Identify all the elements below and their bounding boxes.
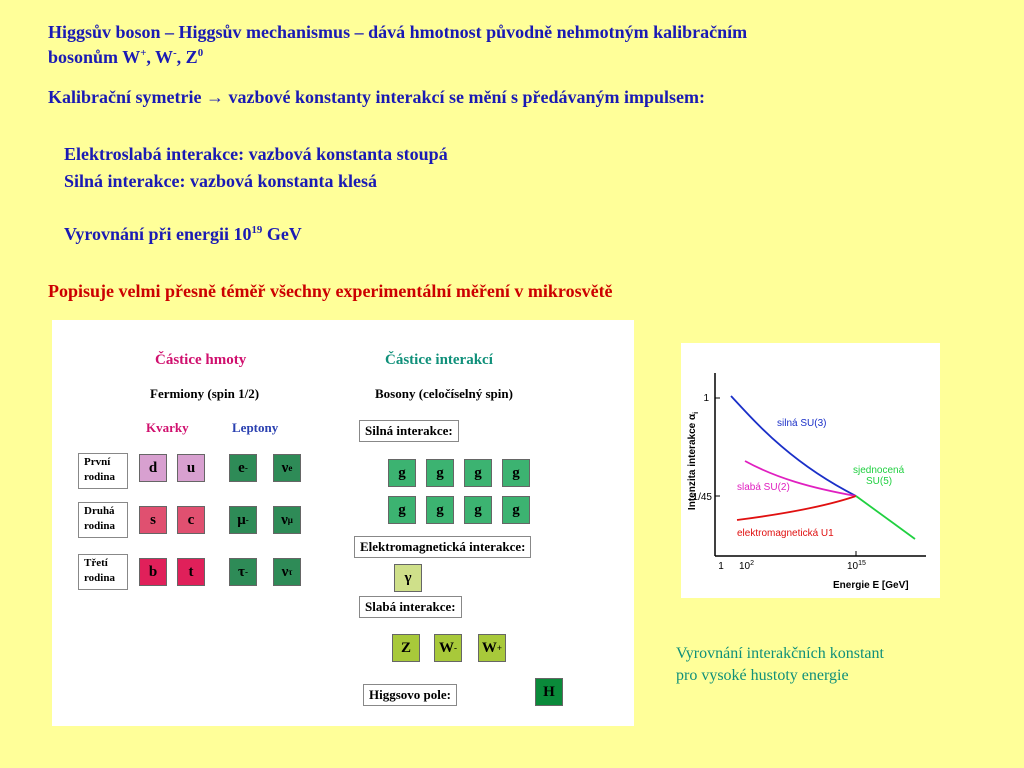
strong-interaction-label: Silná interakce: bbox=[359, 420, 459, 442]
gluon: g bbox=[502, 459, 530, 487]
w-plus-boson: W + bbox=[478, 634, 506, 662]
quark-b: b bbox=[139, 558, 167, 586]
em-interaction-label: Elektromagnetická interakce: bbox=[354, 536, 531, 558]
gluon: g bbox=[464, 496, 492, 524]
quark-c: c bbox=[177, 506, 205, 534]
x-tick-10-2: $10^2$ bbox=[739, 560, 755, 572]
fermions-label: Fermiony (spin 1/2) bbox=[150, 386, 260, 401]
weak-series-label: slabá SU(2) bbox=[737, 482, 790, 493]
gluon: g bbox=[388, 496, 416, 524]
y-tick-1: 1 bbox=[703, 393, 709, 404]
gluon: g bbox=[464, 459, 492, 487]
y-tick-1-45: 1/45 bbox=[692, 492, 712, 503]
w-minus-boson: W - bbox=[434, 634, 462, 662]
strong-text: Silná interakce: vazbová konstanta klesá bbox=[64, 171, 378, 191]
quark-d: d bbox=[139, 454, 167, 482]
unified-curve bbox=[856, 496, 915, 539]
z-boson: Z bbox=[392, 634, 420, 662]
heading-line1: Higgsův boson – Higgsův mechanismus – dává hmotnost původně nehmotným kalibračním bbox=[48, 22, 748, 42]
particle-panel bbox=[52, 320, 634, 726]
graph-caption: Vyrovnání interakčních konstant pro vysoké hustoty energie bbox=[676, 645, 884, 684]
leptons-label: Leptony bbox=[232, 420, 279, 435]
interaction-title: Částice interakcí bbox=[385, 352, 493, 368]
quarks-label: Kvarky bbox=[146, 420, 189, 435]
lepton-muon-neutrino: ν μ bbox=[273, 506, 301, 534]
lepton-electron-neutrino: ν e bbox=[273, 454, 301, 482]
em-series-label: elektromagnetická U1 bbox=[737, 528, 834, 539]
matter-title: Částice hmoty bbox=[155, 352, 247, 368]
quark-t: t bbox=[177, 558, 205, 586]
photon: γ bbox=[394, 564, 422, 592]
gluon: g bbox=[502, 496, 530, 524]
unified-series-label-1: sjednocená bbox=[853, 465, 905, 476]
lepton-tau: τ - bbox=[229, 558, 257, 586]
heading-line2: bosonům W+, W-, $Z^0$ bbox=[48, 47, 204, 67]
lepton-tau-neutrino: ν τ bbox=[273, 558, 301, 586]
electroweak-text: Elektroslabá interakce: vazbová konstanta stoupá bbox=[64, 144, 448, 164]
gluon: g bbox=[388, 459, 416, 487]
weak-interaction-label: Slabá interakce: bbox=[359, 596, 462, 618]
higgs-field-label: Higgsovo pole: bbox=[363, 684, 457, 706]
strong-series-label: silná SU(3) bbox=[777, 418, 827, 429]
coupling-graph bbox=[681, 343, 940, 598]
generation-1-label: První rodina bbox=[78, 453, 128, 489]
lepton-muon: μ - bbox=[229, 506, 257, 534]
symmetry-text: Kalibrační symetrie → vazbové konstanty interakcí se mění s předávaným impulsem: bbox=[48, 87, 705, 107]
lepton-electron: e - bbox=[229, 454, 257, 482]
quark-u: u bbox=[177, 454, 205, 482]
x-tick-1: 1 bbox=[718, 561, 724, 572]
describes-text: Popisuje velmi přesně téměř všechny experimentální měření v mikrosvětě bbox=[48, 281, 613, 301]
x-axis-label: Energie E [GeV] bbox=[833, 580, 909, 591]
unified-series-label-2: SU(5) bbox=[866, 476, 893, 487]
bosons-label: Bosony (celočíselný spin) bbox=[375, 386, 513, 401]
gluon: g bbox=[426, 459, 454, 487]
em-curve bbox=[737, 496, 856, 520]
quark-s: s bbox=[139, 506, 167, 534]
x-tick-10-15: $10^{15}$ bbox=[847, 560, 866, 572]
higgs-boson: H bbox=[535, 678, 563, 706]
gluon: g bbox=[426, 496, 454, 524]
generation-3-label: Třetí rodina bbox=[78, 554, 128, 590]
y-axis-label: Intenzita interakce $\alpha_i$ bbox=[687, 411, 700, 511]
unification-text: Vyrovnání při energii $10^{19}$ GeV bbox=[64, 224, 302, 244]
generation-2-label: Druhá rodina bbox=[78, 502, 128, 538]
